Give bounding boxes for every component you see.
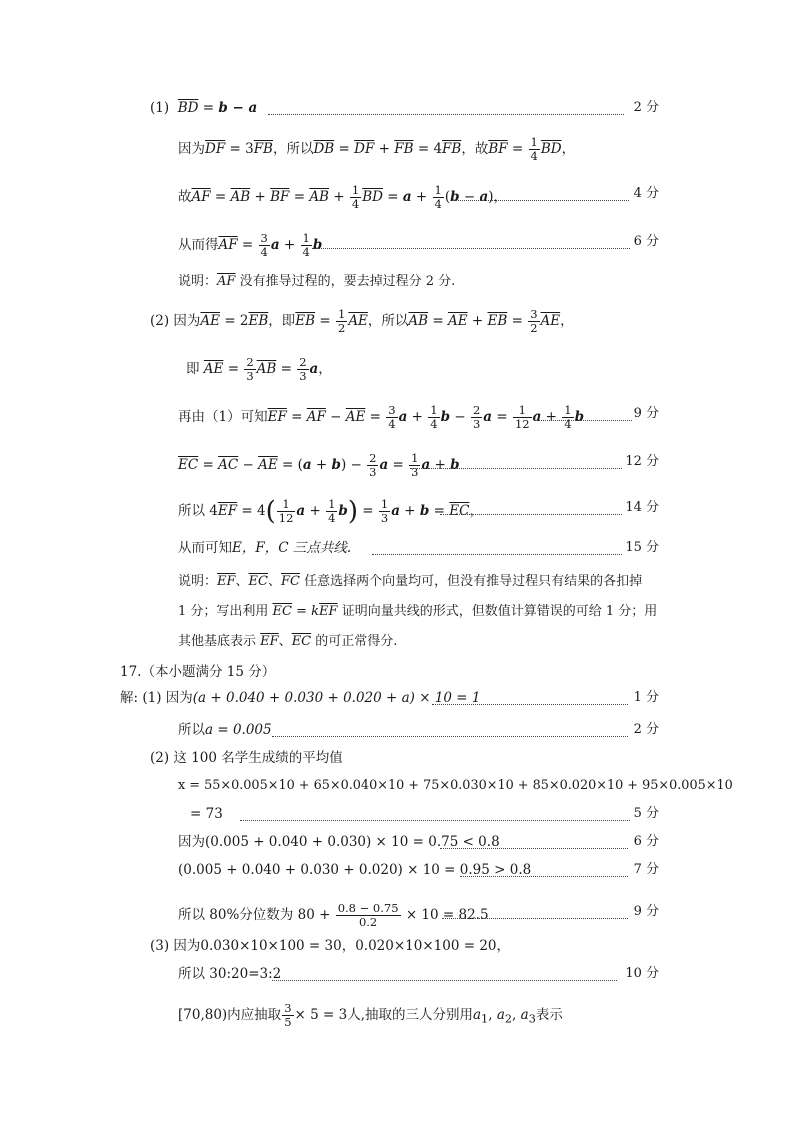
line-af-result: 从而得$\overline{AF}$ = $\frac{3}{4}$ a + $\frac{1}{4}$ b xyxy=(178,231,323,259)
line-17-1b: 所以a = 0.005 xyxy=(178,722,272,738)
leader-dots xyxy=(268,114,624,115)
line-df: 因为$\overline{DF} = 3\overline{FB}$，所以$\overline{DB} = \overline{DF} + \overline{FB} = 4\overline{FB}$，故$\overline{BF}$ = $\frac{1}{4}$ $\overline{BD}$， xyxy=(178,135,576,163)
leader-dots xyxy=(455,200,629,201)
line-ae: (2) 因为$\overline{AE} = 2\overline{EB}$，即$\overline{EB}$ = $\frac{1}{2}$ $\overline{AE}$，所以$\overline{AB} = \overline{AE} + \overline{EB}$ = $\frac{3}{2}$ $\overline{AE}$， xyxy=(150,307,574,335)
question-17-heading: 17.（本小题满分 15 分） xyxy=(120,664,276,680)
note-2b: 1 分；写出利用 $\overline{EC} = k\overline{EF}$ 证明向量共线的形式，但数值计算错误的可给 1 分；用 xyxy=(178,604,658,619)
leader-dots xyxy=(240,820,630,821)
line-17-mean2: = 73 xyxy=(190,806,223,822)
score-label: 15 分 xyxy=(625,540,659,555)
leader-dots xyxy=(534,420,632,421)
note-1: 说明：$\overline{AF}$ 没有推导过程的，要去掉过程分 2 分. xyxy=(178,274,456,289)
leader-dots xyxy=(272,736,628,737)
leader-dots xyxy=(440,848,628,849)
line-collinear: 从而可知E，F，C 三点共线. xyxy=(178,540,352,556)
leader-dots xyxy=(440,514,622,515)
score-label: 10 分 xyxy=(625,966,659,981)
leader-dots xyxy=(272,980,617,981)
line-17-e: 所以 80%分位数为 80 + $\frac{0.8 - 0.75}{0.2}$ × 10 = 82.5 xyxy=(178,901,489,929)
line-17-d: (0.005 + 0.040 + 0.030 + 0.020) × 10 = 0.95 > 0.8 xyxy=(178,862,532,878)
line-17-2: (2) 这 100 名学生成绩的平均值 xyxy=(150,750,343,766)
line-ae-result: 即 $\overline{AE}$ = $\frac{2}{3}$ $\overline{AB}$ = $\frac{2}{3}$ a， xyxy=(186,355,332,383)
line-ec: $\overline{EC} = \overline{AC} - \overline{AE} = (a + b)$ − $\frac{2}{3}$ a = $\frac{1}{3}$ a + b xyxy=(178,451,460,479)
score-label: 2 分 xyxy=(633,722,659,737)
line-17-3: (3) 因为0.030×10×100 = 30，0.020×10×100 = 20， xyxy=(150,938,510,954)
line-ef: 再由（1）可知$\overline{EF} = \overline{AF} - \overline{AE}$ = $\frac{3}{4}$ a + $\frac{1}{4}$ b − $\frac{2}{3}$ a = $\frac{1}{12}$ a + $\frac{1}{4}$ b xyxy=(178,403,585,431)
line-bd: (1) $\overline{BD} = b - a$ xyxy=(150,100,258,116)
score-label: 9 分 xyxy=(633,904,659,919)
leader-dots xyxy=(432,704,628,705)
score-label: 14 分 xyxy=(625,500,659,515)
score-label: 5 分 xyxy=(633,806,659,821)
leader-dots xyxy=(460,876,628,877)
leader-dots xyxy=(442,918,628,919)
score-label: 12 分 xyxy=(625,454,659,469)
line-17-3c: [70,80)内应抽取 $\frac{3}{5}$ × 5 = 3人,抽取的三人分别用$a_1$, $a_2$, $a_3$表示 xyxy=(178,1001,563,1029)
score-label: 2 分 xyxy=(633,100,659,115)
score-label: 6 分 xyxy=(633,234,659,249)
leader-dots xyxy=(372,554,622,555)
leader-dots xyxy=(312,248,630,249)
line-17-1: 解: (1) 因为(a + 0.040 + 0.030 + 0.020 + a) × 10 = 1 xyxy=(120,690,481,706)
line-af: 故$\overline{AF} = \overline{AB} + \overline{BF} = \overline{AB}$ + $\frac{1}{4}$ $\overline{BD} = a$ + $\frac{1}{4}$ (b − a)， xyxy=(178,183,508,211)
note-2c: 其他基底表示 $\overline{EF}$、$\overline{EC}$ 的可正常得分. xyxy=(178,634,398,649)
score-label: 6 分 xyxy=(633,834,659,849)
score-label: 4 分 xyxy=(633,186,659,201)
score-label: 7 分 xyxy=(633,862,659,877)
score-label: 1 分 xyxy=(633,690,659,705)
leader-dots xyxy=(410,468,622,469)
line-17-3b: 所以 30:20=3:2 xyxy=(178,966,282,982)
line-4ef: 所以 $4\overline{EF} = 4$( $\frac{1}{12}$ a + $\frac{1}{4}$ b) = $\frac{1}{3}$ $a + b = \overline{EC}$， xyxy=(178,496,483,527)
line-17-mean: x = 55×0.005×10 + 65×0.040×10 + 75×0.030×10 + 85×0.020×10 + 95×0.005×10 xyxy=(178,778,733,793)
line-17-c: 因为(0.005 + 0.040 + 0.030) × 10 = 0.75 < 0.8 xyxy=(178,834,500,850)
note-2a: 说明：$\overline{EF}$、$\overline{EC}$、$\overline{FC}$ 任意选择两个向量均可，但没有推导过程只有结果的各扣掉 xyxy=(178,574,643,589)
score-label: 9 分 xyxy=(633,406,659,421)
